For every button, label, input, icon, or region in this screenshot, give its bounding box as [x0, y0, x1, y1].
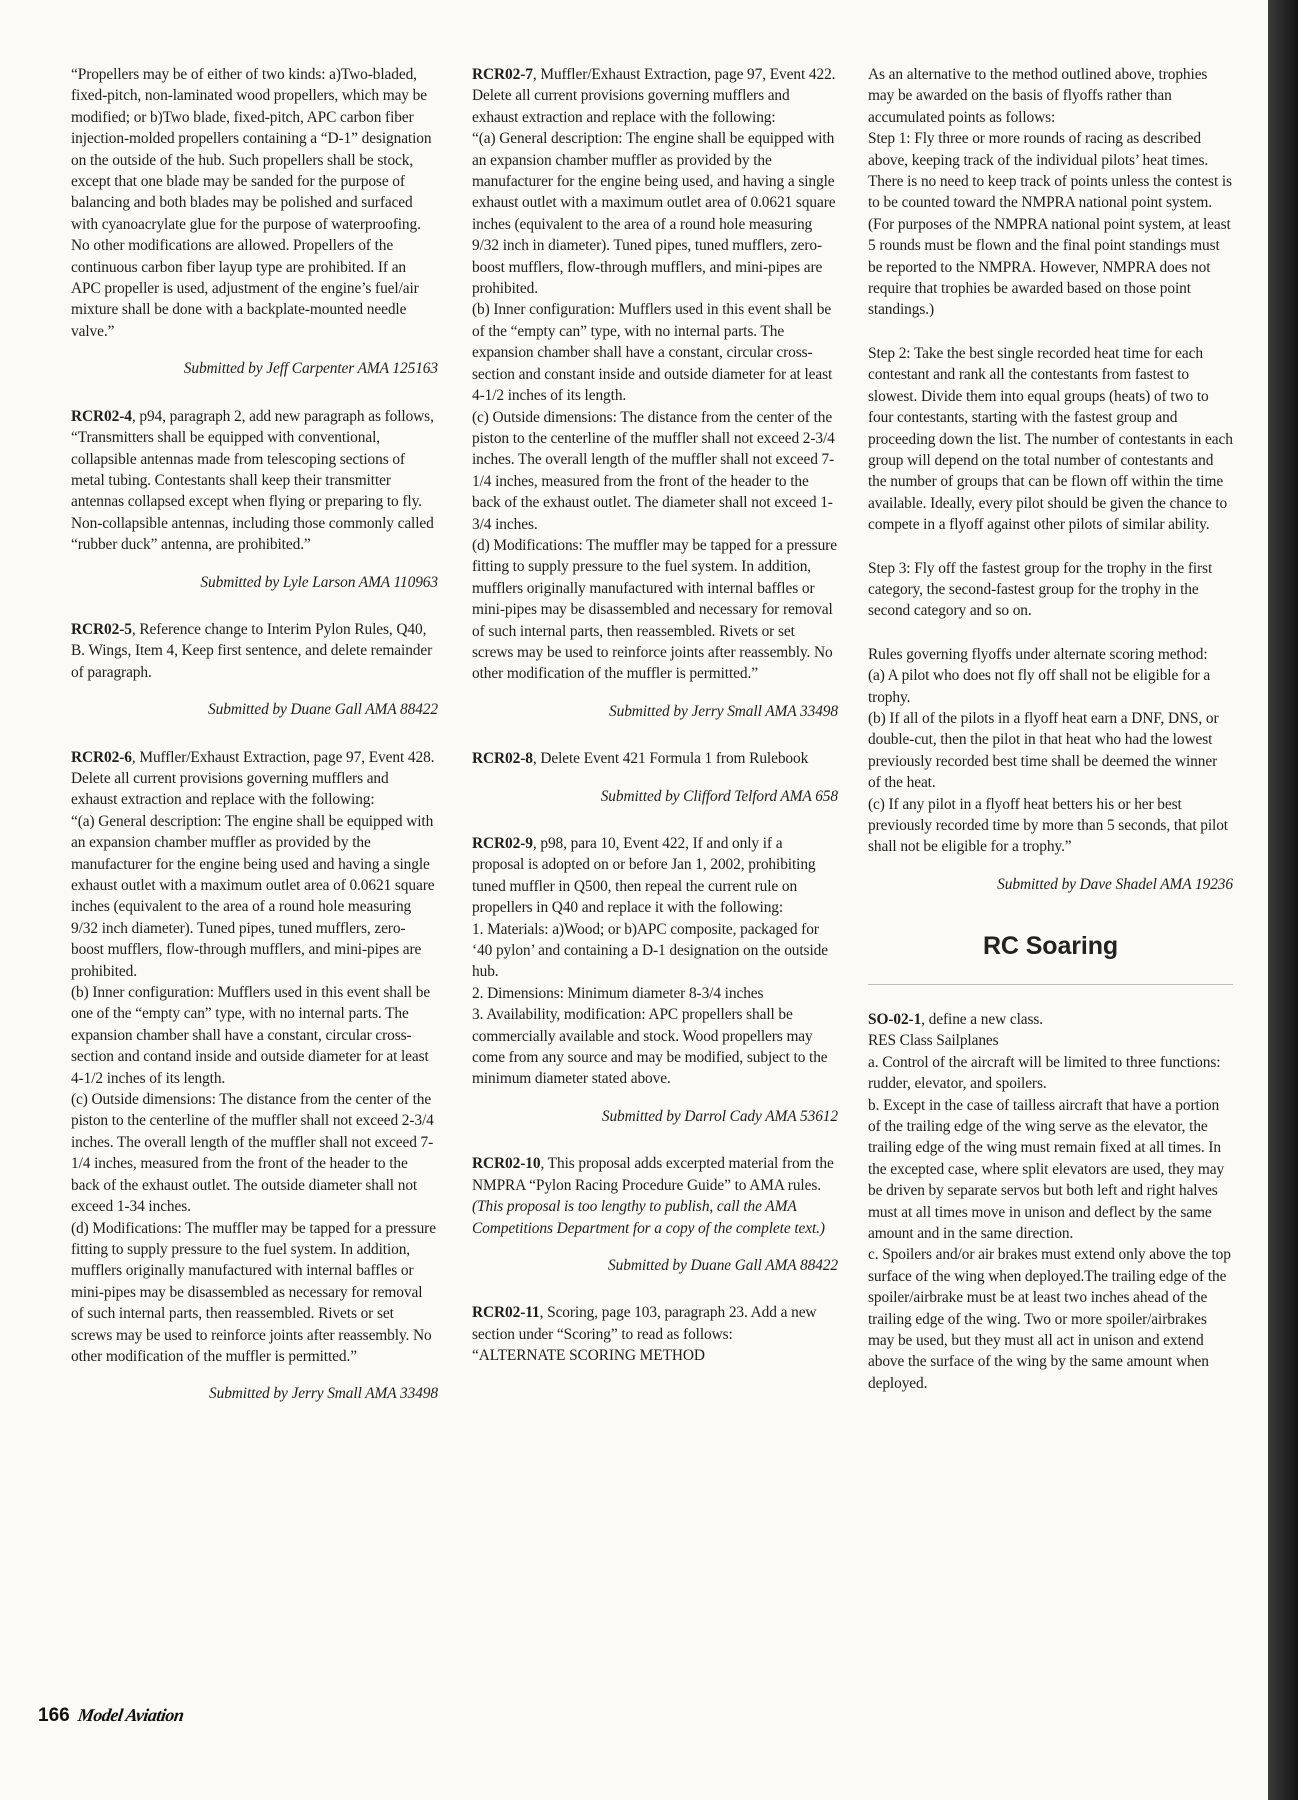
proposal-rcr02-8: [472, 748, 838, 769]
proposal-id: RCR02-10: [472, 1155, 541, 1173]
paragraph: [472, 1302, 838, 1345]
proposal-id: RCR02-9: [472, 835, 533, 852]
page-edge-shadow: [1268, 0, 1298, 1800]
paragraph: Step 1: Fly three or more rounds of racing as described above, keeping track of the individual pilots’ heat times. There is no need to keep track of points unless the contest is to be counted toward the NMPRA national point system. (For purposes of the NMPRA national point system, at least 5 rounds must be flown and the final point standings must be reported to the NMPRA. However, NMPRA does not require that trophies be awarded based on those point standings.): [868, 130, 1232, 319]
submitted-by: Submitted by Jerry Small AMA 33498: [609, 702, 838, 720]
paragraph: (a) A pilot who does not fly off shall not be eligible for a trophy.: [868, 667, 1211, 706]
section-divider: [868, 984, 1233, 985]
paragraph: “Propellers may be of either of two kinds: a)Two-bladed, fixed-pitch, non-laminated wood propellers, which may be modified; or b)Two blade, fixed-pitch, APC carbon fiber injection-molded propellers containing a “D-1” designation on the outside of the hub. Such propellers shall be stock, except that one blade may be sanded for the purpose of balancing and both blades may be polished and surfaced with cyanoacrylate glue for the purpose of waterproofing. No other modifications are allowed. Propellers of the continuous carbon fiber layup type are prohibited. If an APC propeller is used, adjustment of the engine’s fuel/air mixture shall be done with a backplate-mounted needle valve.”: [71, 66, 432, 340]
paragraph: [472, 64, 838, 128]
paragraph: a. Control of the aircraft will be limited to three functions: rudder, elevator, and spoilers.: [868, 1053, 1221, 1093]
proposal-rcr02-11: [472, 1302, 838, 1366]
paragraph: RES Class Sailplanes: [868, 1032, 999, 1050]
paragraph: b. Except in the case of tailless aircraft that have a portion of the trailing edge of the wing serve as the elevator, the trailing edge of the wing must remain fixed at all times. In the excepted case, where split elevators are used, they may be driven by separate servos but both left and right halves must at all times move in unison and deflect by the same amount and in the same direction.: [868, 1096, 1225, 1243]
magazine-logo: Model Aviation: [76, 1705, 185, 1725]
propeller-rule-quote: [71, 64, 438, 342]
paragraph: [71, 747, 438, 811]
paragraph: [472, 833, 838, 919]
paragraph: (c) Outside dimensions: The distance from the center of the piston to the centerline of the muffler shall not exceed 2-3/4 inches. The overall length of the muffler shall not exceed 7-1/4 inches, measured from the front of the header to the back of the exhaust outlet. The diameter shall not exceed 1-3/4 inches.: [472, 408, 835, 533]
step-3: [868, 558, 1233, 622]
proposal-text: , This proposal adds excerpted material from the NMPRA “Pylon Racing Procedure Guide” to AMA rules.: [472, 1155, 834, 1194]
paragraph: [71, 406, 438, 556]
proposal-text: , p98, para 10, Event 422, If and only if a proposal is adopted on or before Jan 1, 2002, prohibiting tuned muffler in Q500, then repeal the current rule on propellers in Q40 and replace it with the following:: [472, 835, 816, 917]
proposal-id: RCR02-11: [472, 1304, 540, 1322]
paragraph: 2. Dimensions: Minimum diameter 8-3/4 inches: [472, 984, 764, 1002]
proposal-so-02-1: [868, 1009, 1233, 1394]
proposal-text: , p94, paragraph 2, add new paragraph as follows, “Transmitters shall be equipped with conventional, collapsible antennas made from telescoping sections of metal tubing. Contestants shall keep their transmitter antennas collapsed except when flying or preparing to fly. Non-collapsible antennas, including those commonly called “rubber duck” antenna, are prohibited.”: [71, 407, 434, 554]
paragraph: (c) If any pilot in a flyoff heat betters his or her best previously recorded time by more than 5 seconds, that pilot shall not be eligible for a trophy.”: [868, 795, 1228, 856]
proposal-id: RCR02-7: [472, 66, 533, 83]
proposal-rcr02-9: [472, 833, 838, 1090]
proposal-id: RCR02-5: [71, 620, 132, 638]
proposal-rcr02-4: [71, 406, 438, 556]
submitted-by: Submitted by Jerry Small AMA 33498: [209, 1385, 438, 1403]
alternate-scoring-text: [868, 64, 1233, 321]
proposal-text: , define a new class.: [921, 1010, 1044, 1028]
column-1: [71, 64, 438, 1431]
proposal-text: , Reference change to Interim Pylon Rules, Q40, B. Wings, Item 4, Keep first sentence, and delete remainder of paragraph.: [71, 620, 433, 681]
paragraph: (b) Inner configuration: Mufflers used in this event shall be of the “empty can” type, with no internal parts. The expansion chamber shall have a constant, circular cross-section and constant inside and outside diameter for at least 4-1/2 inches of its length.: [472, 301, 833, 405]
section-title: RC Soaring: [982, 932, 1119, 961]
paragraph: [71, 619, 438, 683]
paragraph: [472, 748, 838, 769]
proposal-id: RCR02-4: [71, 407, 132, 425]
paragraph: (d) Modifications: The muffler may be tapped for a pressure fitting to supply pressure to the fuel system. In addition, mufflers originally manufactured with internal baffles or mini-pipes may be disassembled as necessary for removal of such internal parts, then reassembled. Rivets or set screws may be used to reinforce joints after reassembly. No other modification of the muffler is permitted.”: [71, 1219, 436, 1365]
proposal-id: RCR02-8: [472, 750, 533, 768]
paragraph: As an alternative to the method outlined above, trophies may be awarded on the basis of flyoffs rather than accumulated points as follows:: [868, 66, 1208, 126]
proposal-id: RCR02-6: [71, 748, 132, 766]
paragraph: [472, 1153, 838, 1239]
flyoff-rules: [868, 644, 1233, 858]
step-2: [868, 343, 1233, 536]
paragraph: Step 2: Take the best single recorded heat time for each contestant and rank all the contestants from fastest to slowest. Divide them into equal groups (heats) of two to four contestants, starting with the fastest group and proceeding down the list. The number of contestants in each group will depend on the total number of contestants and the number of groups that can be flown off within the time available. Ideally, every pilot should be given the chance to compete in a flyoff against other pilots of similar ability.: [868, 344, 1233, 534]
submitted-by: Submitted by Duane Gall AMA 88422: [608, 1256, 838, 1274]
paragraph: [868, 1009, 1233, 1030]
proposal-note: (This proposal is too lengthy to publish, call the AMA Competitions Department for a copy of the complete text.): [472, 1198, 825, 1237]
proposal-rcr02-5: [71, 619, 438, 683]
submitted-by: Submitted by Jeff Carpenter AMA 125163: [183, 360, 438, 378]
paragraph: Step 3: Fly off the fastest group for the trophy in the first category, the second-fastest group for the trophy in the second category and so on.: [868, 559, 1213, 620]
proposal-text: , Muffler/Exhaust Extraction, page 97, Event 428. Delete all current provisions governing mufflers and exhaust extraction and replace with the following:: [71, 748, 435, 809]
paragraph: 1. Materials: a)Wood; or b)APC composite, packaged for ‘40 pylon’ and containing a D-1 designation on the outside hub.: [472, 920, 828, 981]
paragraph: “ALTERNATE SCORING METHOD: [472, 1347, 705, 1365]
paragraph: (b) Inner configuration: Mufflers used in this event shall be one of the “empty can” type, with no internal parts. The expansion chamber shall have a constant, circular cross-section and contand inside and outside diameter for at least 4-1/2 inches of its length.: [71, 984, 431, 1087]
proposal-rcr02-7: [472, 64, 838, 685]
proposal-text: , Delete Event 421 Formula 1 from Rulebook: [532, 750, 809, 768]
proposal-rcr02-10: [472, 1153, 838, 1239]
column-3: [868, 64, 1233, 1410]
paragraph: “(a) General description: The engine shall be equipped with an expansion chamber muffler as provided by the manufacturer for the engine being used and having a single exhaust outlet with a maximum outlet area of 0.0621 square inches (equivalent to the area of a round hole measuring 9/32 inch diameter). Tuned pipes, tuned mufflers, zero-boost mufflers, flow-through mufflers, and mini-pipes are prohibited.: [71, 812, 435, 980]
submitted-by: Submitted by Clifford Telford AMA 658: [600, 787, 838, 805]
column-2: [472, 64, 838, 1383]
submitted-by: Submitted by Duane Gall AMA 88422: [208, 701, 438, 719]
proposal-id: SO-02-1: [868, 1010, 922, 1028]
page-number: 166: [38, 1705, 70, 1726]
paragraph: (c) Outside dimensions: The distance from the center of the piston to the centerline of the muffler shall not exceed 2-3/4 inches. The overall length of the muffler shall not exceed 7-1/4 inches, measured from the front of the header to the back of the exhaust outlet. The outside diameter shall not exceed 1-34 inches.: [71, 1091, 434, 1216]
paragraph: Rules governing flyoffs under alternate scoring method:: [868, 645, 1208, 663]
paragraph: c. Spoilers and/or air brakes must extend only above the top surface of the wing when deployed.The trailing edge of the spoiler/airbrake must be at least two inches ahead of the trailing edge of the wing. Two or more spoiler/airbrakes may be used, but they must all act in unison and extend above the surface of the wing by the same amount when deployed.: [868, 1246, 1231, 1392]
submitted-by: Submitted by Dave Shadel AMA 19236: [997, 875, 1233, 893]
page-footer: [38, 1705, 183, 1727]
paragraph: (b) If all of the pilots in a flyoff heat earn a DNF, DNS, or double-cut, then the pilot in that heat who had the lowest previously recorded best time shall be deemed the winner of the heat.: [868, 709, 1219, 792]
paragraph: “(a) General description: The engine shall be equipped with an expansion chamber muffler as provided by the manufacturer for the engine being used, and having a single exhaust outlet with a maximum outlet area of 0.0621 square inches (equivalent to the area of a round hole measuring 9/32 inch in diameter). Tuned pipes, tuned mufflers, zero-boost mufflers, flow-through mufflers, and mini-pipes are prohibited.: [472, 130, 836, 298]
submitted-by: Submitted by Darrol Cady AMA 53612: [601, 1107, 838, 1125]
paragraph: (d) Modifications: The muffler may be tapped for a pressure fitting to supply pressure to the fuel system. In addition, mufflers originally manufactured with internal baffles or mini-pipes may be disassembled and necessary for removal of such internal parts, then reassembled. Rivets or set screws may be used to reinforce joints after reassembly. No other modification of the muffler is permitted.”: [472, 536, 837, 683]
proposal-text: , Scoring, page 103, paragraph 23. Add a new section under “Scoring” to read as follows:: [472, 1304, 817, 1343]
proposal-rcr02-6: [71, 747, 438, 1368]
submitted-by: Submitted by Lyle Larson AMA 110963: [200, 573, 438, 591]
paragraph: 3. Availability, modification: APC propellers shall be commercially available and stock. Wood propellers may come from any source and may be modified, subject to the minimum diameter stated above.: [472, 1006, 828, 1088]
proposal-text: , Muffler/Exhaust Extraction, page 97, Event 422. Delete all current provisions governing mufflers and exhaust extraction and replace with the following:: [472, 66, 836, 126]
